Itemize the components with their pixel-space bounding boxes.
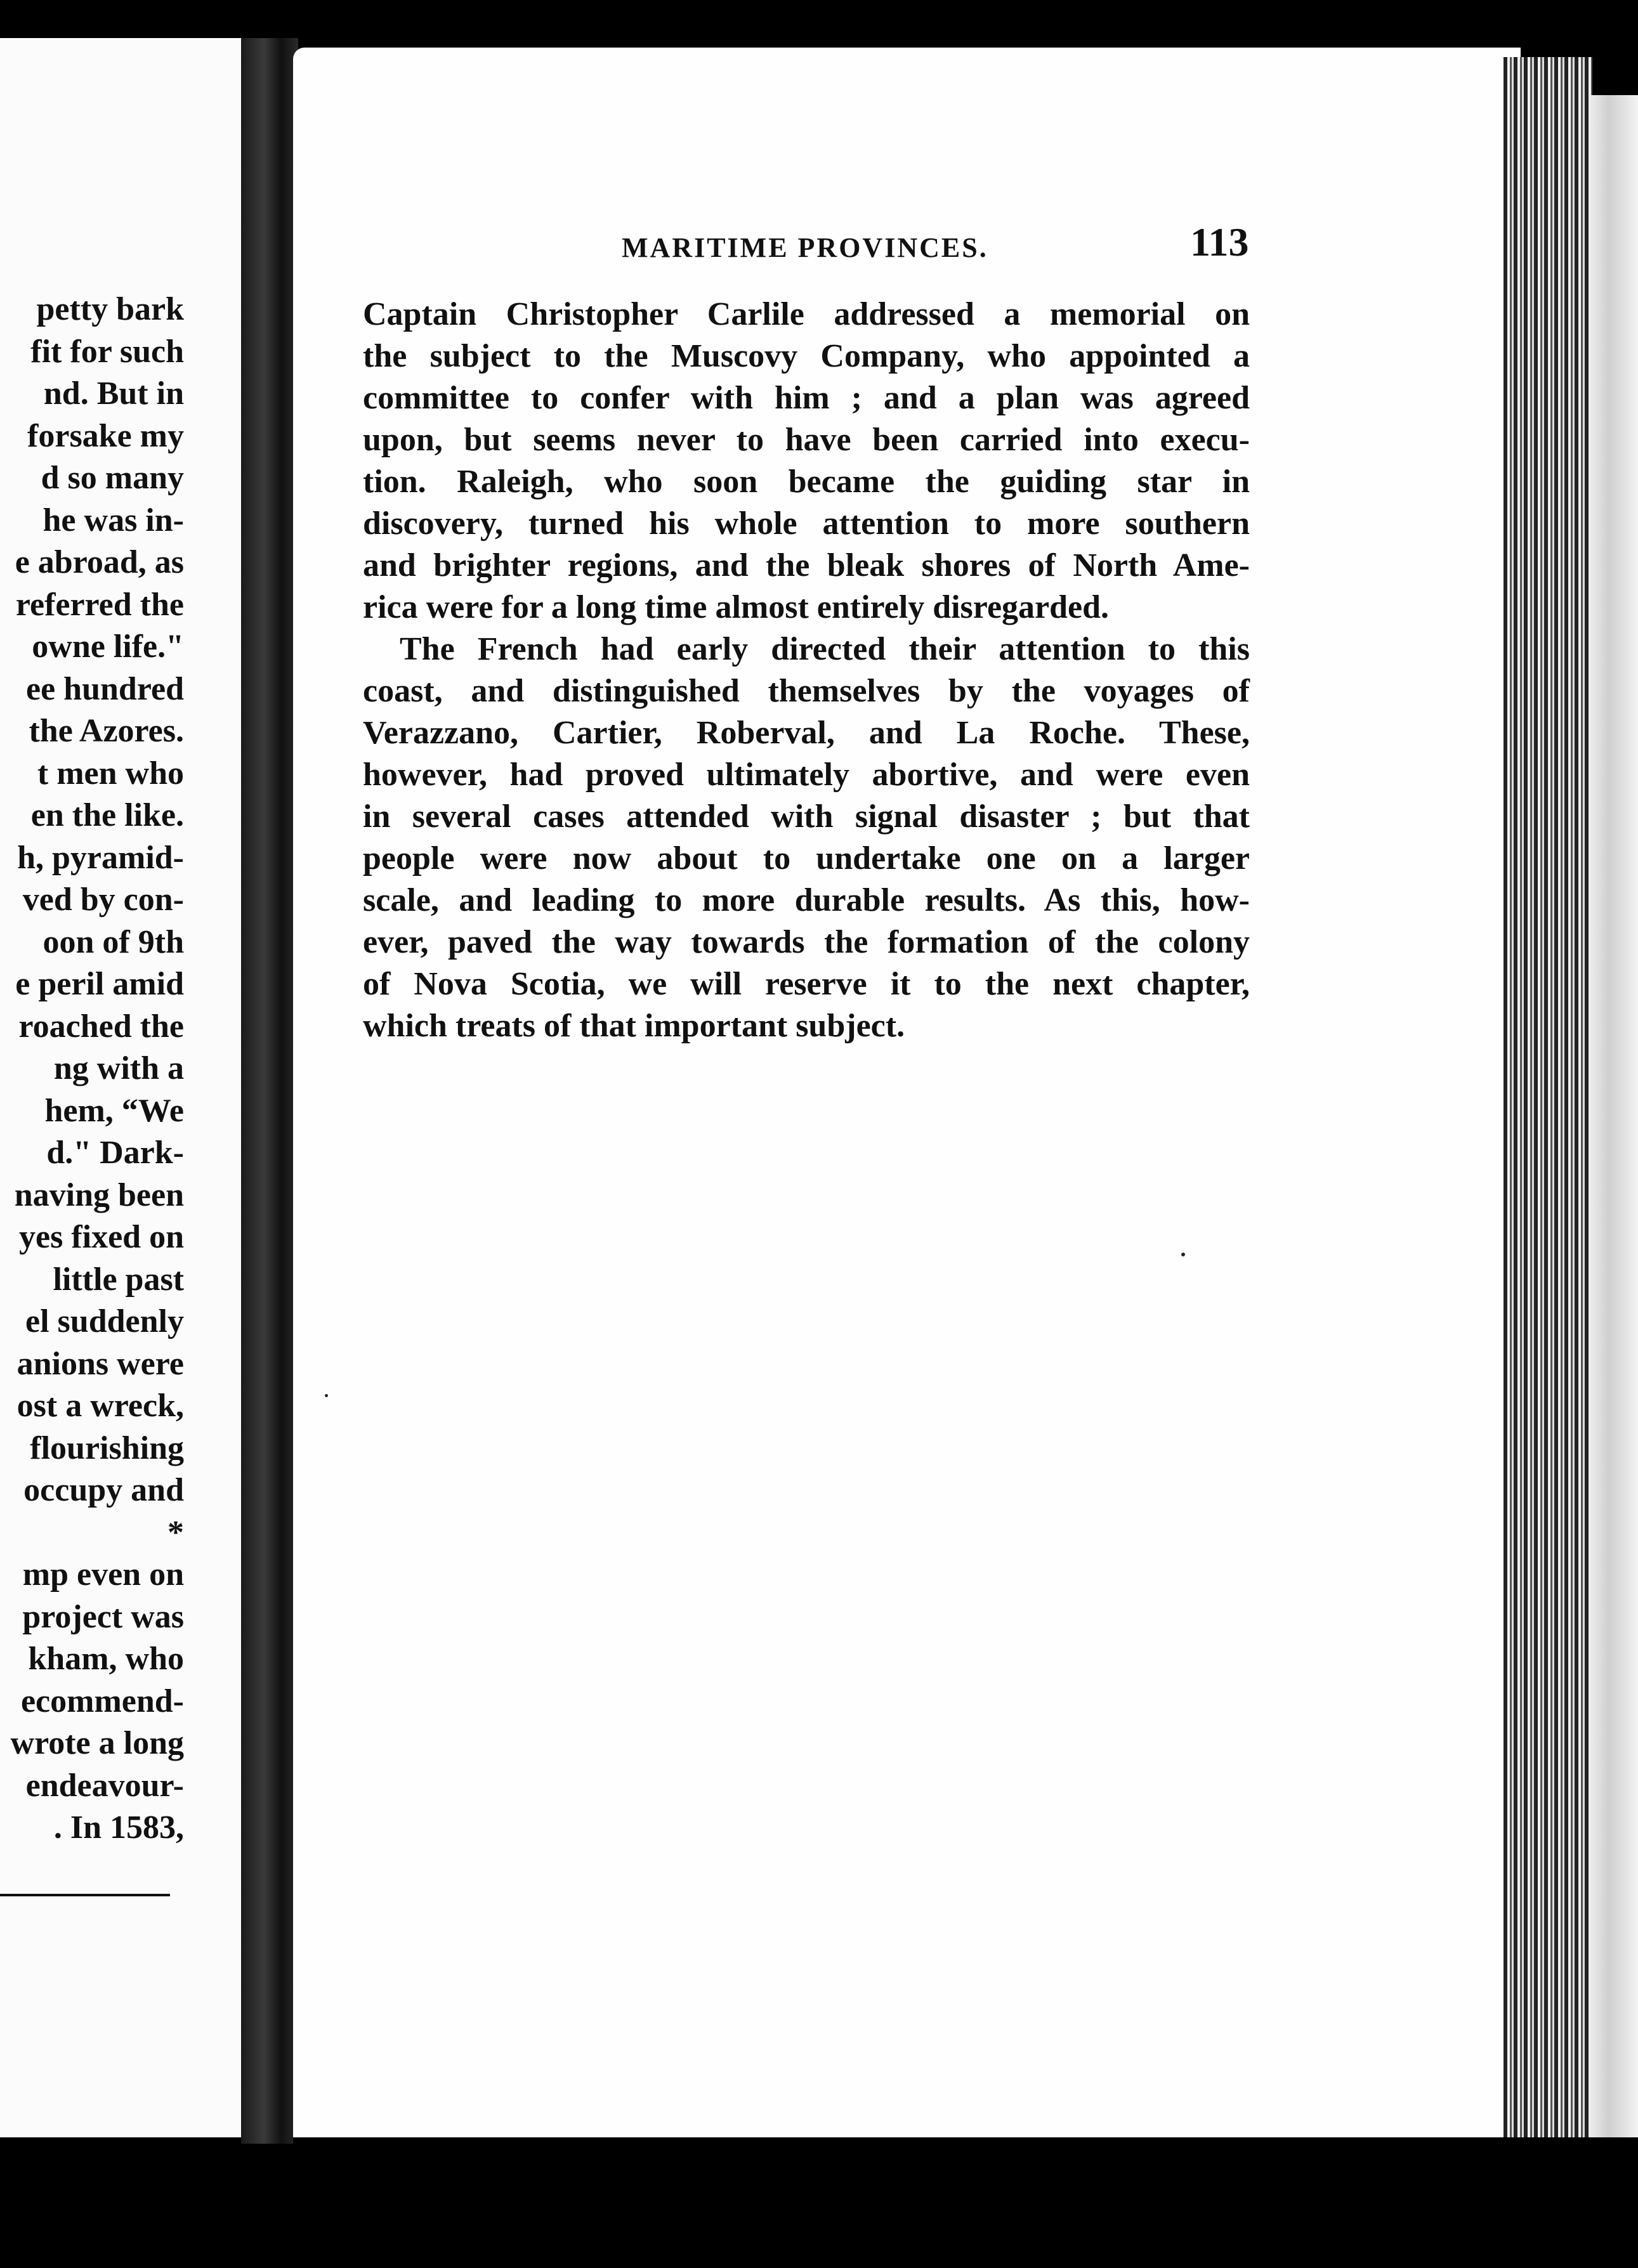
footnote-rule bbox=[0, 1894, 170, 1896]
text-line: which treats of that important subject. bbox=[363, 1008, 905, 1044]
left-page-line: ost a wreck, bbox=[16, 1388, 184, 1424]
left-page-line: . In 1583, bbox=[53, 1809, 184, 1846]
text-line: tion. Raleigh, who soon became the guiding star in bbox=[363, 464, 1250, 500]
left-page-line: nd. But in bbox=[43, 375, 184, 412]
left-page-line: ved by con- bbox=[22, 882, 184, 918]
text-line: coast, and distinguished themselves by the voyages of bbox=[363, 673, 1250, 709]
text-line: people were now about to undertake one on a larger bbox=[363, 840, 1250, 877]
left-page-line: el suddenly bbox=[25, 1303, 184, 1339]
left-page-line: roached the bbox=[18, 1008, 184, 1045]
left-page-line: occupy and bbox=[23, 1472, 184, 1508]
left-page-line: en the like. bbox=[30, 797, 184, 833]
left-page-line: referred the bbox=[15, 586, 184, 623]
left-page-line: d so many bbox=[41, 460, 184, 496]
left-page-line: owne life." bbox=[32, 629, 184, 665]
text-line: The French had early directed their attention to this bbox=[400, 631, 1250, 667]
left-page-line: oon of 9th bbox=[43, 923, 184, 960]
paragraph-2 bbox=[363, 629, 1250, 1047]
left-page bbox=[0, 38, 247, 2137]
left-page-line: he was in- bbox=[43, 502, 184, 538]
left-page-line: ng with a bbox=[53, 1050, 184, 1086]
page-edges-outer bbox=[1589, 95, 1638, 2175]
text-line: and brighter regions, and the bleak shores of North Ame- bbox=[363, 547, 1250, 583]
text-line: discovery, turned his whole attention to more southern bbox=[363, 505, 1250, 542]
paragraph-1 bbox=[363, 294, 1250, 629]
left-page-line: ecommend- bbox=[20, 1683, 184, 1719]
text-line: of Nova Scotia, we will reserve it to the next chapter, bbox=[363, 966, 1250, 1002]
text-line: rica were for a long time almost entirely disregarded. bbox=[363, 589, 1110, 625]
left-page-line: e peril amid bbox=[15, 966, 184, 1002]
left-page-line: h, pyramid- bbox=[17, 839, 184, 876]
text-line: scale, and leading to more durable results. As this, how- bbox=[363, 882, 1250, 918]
left-page-line: naving been bbox=[14, 1176, 184, 1213]
left-page-line: e abroad, as bbox=[15, 544, 184, 580]
left-page-line: endeavour- bbox=[25, 1767, 184, 1804]
text-line: however, had proved ultimately abortive, and were even bbox=[363, 757, 1250, 793]
left-page-line: fit for such bbox=[30, 333, 184, 370]
left-page-line: project was bbox=[22, 1598, 184, 1635]
text-line: upon, but seems never to have been carried into execu- bbox=[363, 422, 1250, 458]
left-page-line: yes fixed on bbox=[19, 1219, 184, 1255]
left-page-line: hem, “We bbox=[44, 1092, 184, 1129]
text-line: the subject to the Muscovy Company, who appointed a bbox=[363, 338, 1250, 374]
left-page-line: ee hundred bbox=[26, 670, 184, 707]
scan-speck bbox=[325, 1394, 328, 1397]
left-page-line: mp even on bbox=[22, 1556, 184, 1593]
left-page-line: d." Dark- bbox=[46, 1135, 184, 1171]
text-line: ever, paved the way towards the formation of the colony bbox=[363, 924, 1250, 960]
left-page-line: flourishing bbox=[30, 1430, 184, 1466]
left-page-line: t men who bbox=[37, 755, 184, 792]
left-page-line: little past bbox=[53, 1261, 184, 1298]
text-line: in several cases attended with signal disaster ; but that bbox=[363, 798, 1250, 835]
page-edges bbox=[1504, 57, 1592, 2144]
left-page-line: forsake my bbox=[27, 417, 184, 454]
left-page-line: anions were bbox=[16, 1345, 184, 1382]
left-page-text bbox=[0, 289, 184, 1849]
page-number: 113 bbox=[1190, 219, 1249, 264]
text-line: Verazzano, Cartier, Roberval, and La Roche. These, bbox=[363, 715, 1250, 751]
main-text bbox=[363, 294, 1250, 1047]
left-page-line: the Azores. bbox=[29, 713, 184, 749]
running-head: MARITIME PROVINCES. bbox=[622, 232, 988, 263]
book-gutter bbox=[241, 38, 298, 2144]
left-page-line: * bbox=[167, 1514, 184, 1551]
scan-speck bbox=[1181, 1253, 1185, 1256]
left-page-line: kham, who bbox=[28, 1641, 184, 1677]
left-page-line: petty bark bbox=[36, 291, 184, 327]
left-page-line: wrote a long bbox=[10, 1725, 184, 1761]
scan-bottom-margin bbox=[293, 2137, 1638, 2268]
text-line: Captain Christopher Carlile addressed a memorial on bbox=[363, 296, 1250, 332]
text-line: committee to confer with him ; and a plan was agreed bbox=[363, 380, 1250, 416]
